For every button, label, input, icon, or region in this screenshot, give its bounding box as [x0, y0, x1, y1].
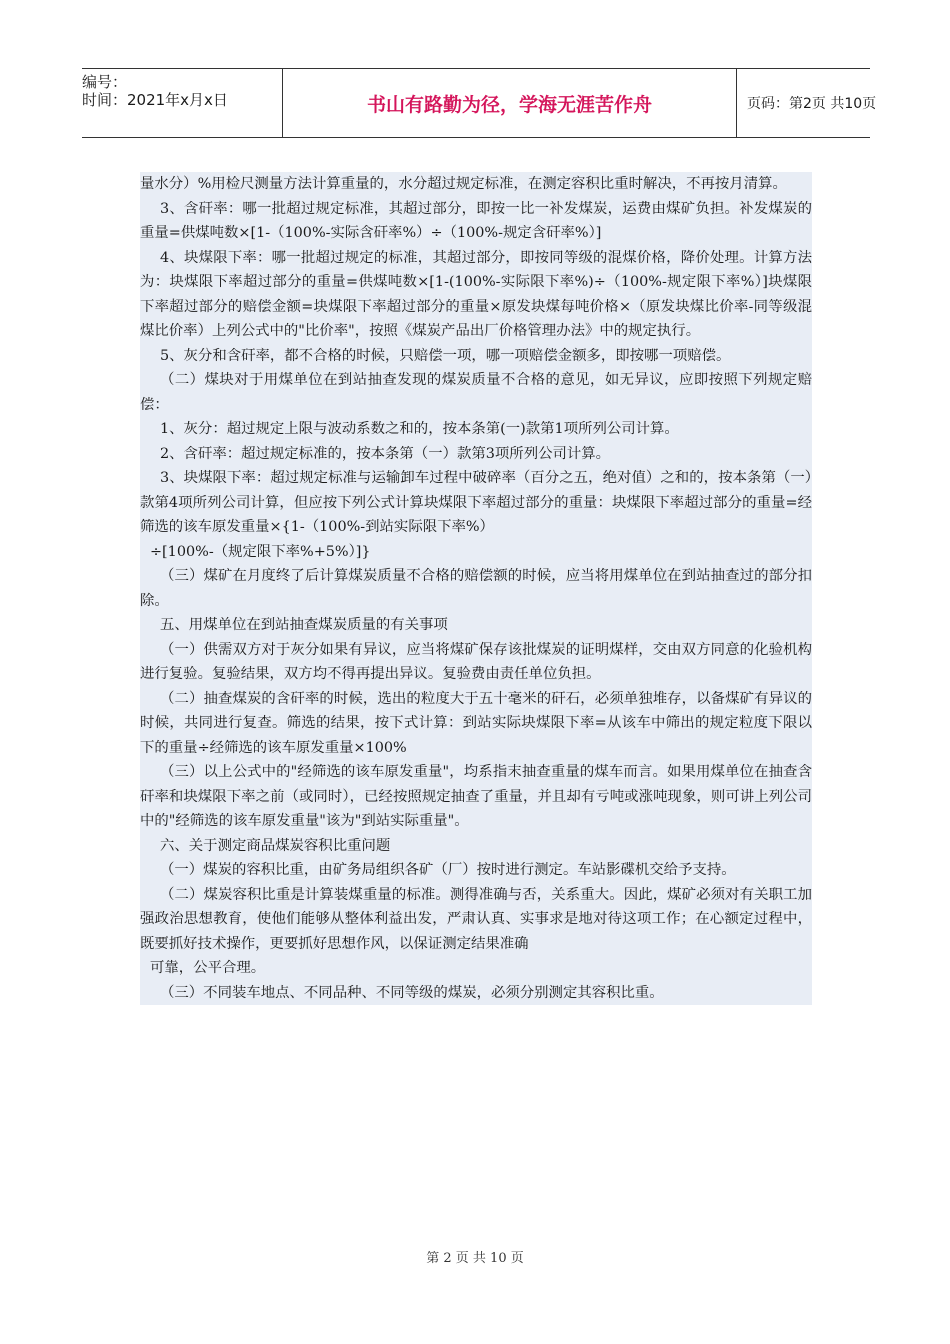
page-footer: 第 2 页 共 10 页	[426, 1251, 524, 1266]
paragraph: （三）以上公式中的"经筛选的该车原发重量"，均系指末抽查重量的煤车而言。如果用煤单位在抽查含矸率和块煤限下率之前（或同时），已经按照规定抽查了重量，并且却有亏吨或涨吨现象，则可讲上列公司中的"经筛选的该车原发重量"该为"到站实际重量"。	[140, 764, 812, 829]
document-body	[140, 172, 812, 1005]
paragraph: （二）抽查煤炭的含矸率的时候，选出的粒度大于五十毫米的矸石，必须单独堆存，以备煤矿有异议的时候，共同进行复查。筛选的结果，按下式计算：到站实际块煤限下率=从该车中筛出的规定粒度下限以下的重量÷经筛选的该车原发重量×100%	[140, 690, 812, 756]
paragraph: 2、含矸率：超过规定标准的，按本条第（一）款第3项所列公司计算。	[160, 445, 611, 462]
page-header	[82, 68, 877, 138]
paragraph: 4、块煤限下率：哪一批超过规定的标准，其超过部分，即按同等级的混煤价格，降价处理。计算方法为：块煤限下率超过部分的重量=供煤吨数×[1-(100%-实际限下率%)÷（100%-规定限下率%）]块煤限下率超过部分的赔偿金额=块煤限下率超过部分的重量×原发块煤每吨价格×（原发块煤比价率-同等级混煤比价率）上列公式中的"比价率"，按照《煤炭产品出厂价格管理办法》中的规定执行。	[140, 249, 812, 339]
doc-time-label: 时间：2021年x月x日	[82, 91, 228, 109]
paragraph: （一）煤炭的容积比重，由矿务局组织各矿（厂）按时进行测定。车站影碟机交给予支持。	[160, 862, 736, 878]
header-motto: 书山有路勤为径，学海无涯苦作舟	[282, 69, 737, 137]
paragraph: 1、灰分：超过规定上限与波动系数之和的，按本条第(一)款第1项所列公司计算。	[160, 421, 679, 437]
paragraph: 量水分）%用检尺测量方法计算重量的，水分超过规定标准，在测定容积比重时解决，不再按月清算。	[140, 176, 787, 192]
paragraph: （二）煤炭容积比重是计算装煤重量的标准。测得准确与否，关系重大。因此，煤矿必须对有关职工加强政治思想教育，使他们能够从整体利益出发，严肃认真、实事求是地对待这项工作；在心额定过程中，既要抓好技术操作，更要抓好思想作风，以保证测定结果准确	[140, 886, 812, 952]
paragraph: 可靠，公平合理。	[150, 960, 266, 976]
paragraph: 3、块煤限下率：超过规定标准与运输卸车过程中破碎率（百分之五，绝对值）之和的，按本条第（一）款第4项所列公司计算，但应按下列公式计算块煤限下率超过部分的重量：块煤限下率超过部分的重量=经筛选的该车原发重量×{1-（100%-到站实际限下率%）	[140, 470, 812, 535]
paragraph: （一）供需双方对于灰分如果有异议，应当将煤矿保存该批煤炭的证明煤样，交由双方同意的化验机构进行复验。复验结果，双方均不得再提出异议。复验费由责任单位负担。	[140, 641, 812, 682]
section-heading: 六、关于测定商品煤炭容积比重问题	[160, 837, 391, 854]
paragraph: 5、灰分和含矸率，都不合格的时候，只赔偿一项，哪一项赔偿金额多，即按哪一项赔偿。	[160, 347, 731, 364]
header-meta	[82, 69, 282, 137]
paragraph: 3、含矸率：哪一批超过规定标准，其超过部分，即按一比一补发煤炭，运费由煤矿负担。补发煤炭的重量=供煤吨数×[1-（100%-实际含矸率%）÷（100%-规定含矸率%）]	[140, 200, 812, 241]
paragraph: ÷[100%-（规定限下率%+5%）]}	[150, 543, 371, 560]
paragraph: （二）煤块对于用煤单位在到站抽查发现的煤炭质量不合格的意见，如无异议，应即按照下列规定赔偿：	[140, 372, 812, 413]
section-heading: 五、用煤单位在到站抽查煤炭质量的有关事项	[160, 617, 448, 633]
paragraph: （三）不同装车地点、不同品种、不同等级的煤炭，必须分别测定其容积比重。	[160, 984, 664, 1001]
header-page-info: 页码：第2页 共10页	[747, 96, 877, 112]
paragraph: （三）煤矿在月度终了后计算煤炭质量不合格的赔偿额的时候，应当将用煤单位在到站抽查过的部分扣除。	[140, 568, 812, 609]
doc-code-label: 编号：	[82, 73, 128, 91]
